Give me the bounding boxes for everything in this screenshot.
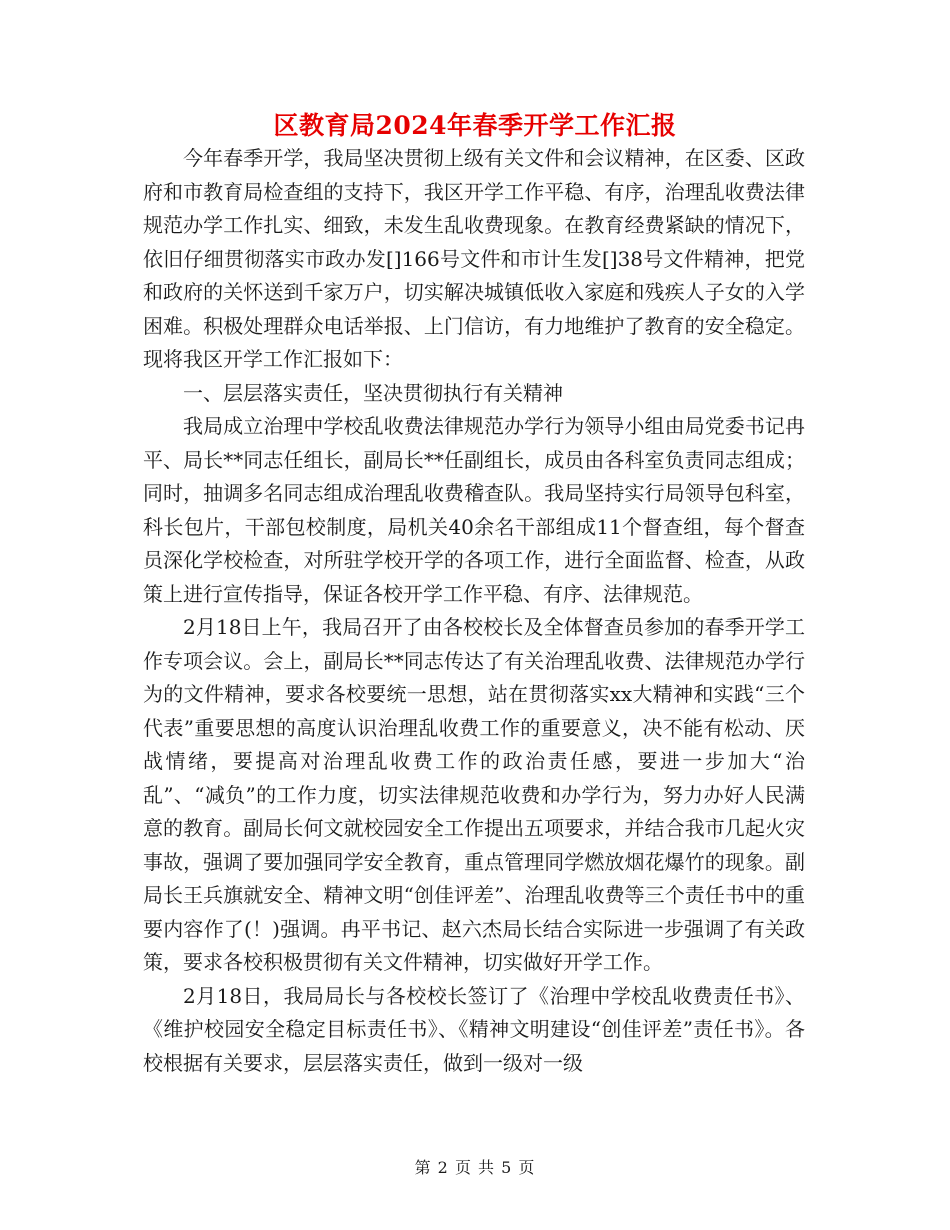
- page-number-footer: 第 2 页 共 5 页: [414, 1158, 536, 1177]
- paragraph-meeting: 2月18日上午，我局召开了由各校校长及全体督查员参加的春季开学工作专项会议。会上，副局长**同志传达了有关治理乱收费、法律规范办学行为的文件精神，要求各校要统一思想，站在贯彻落实xx大精神和实践“三个代表”重要思想的高度认识治理乱收费工作的重要意义，决不能有松动、厌战情绪，要提高对治理乱收费工作的政治责任感，要进一步加大“治乱”、“减负”的工作力度，切实法律规范收费和办学行为，努力办好人民满意的教育。副局长何文就校园安全工作提出五项要求，并结合我市几起火灾事故，强调了要加强同学安全教育，重点管理同学燃放烟花爆竹的现象。副局长王兵旗就安全、精神文明“创佳评差”、治理乱收费等三个责任书中的重要内容作了(！)强调。冉平书记、赵六杰局长结合实际进一步强调了有关政策，要求各校积极贯彻有关文件精神，切实做好开学工作。: [143, 615, 805, 974]
- paragraph-responsibility: 2月18日，我局局长与各校校长签订了《治理中学校乱收费责任书》、《维护校园安全稳定目标责任书》、《精神文明建设“创佳评差”责任书》。各校根据有关要求，层层落实责任，做到一级对一级: [143, 983, 805, 1075]
- section-heading-1: 一、层层落实责任，坚决贯彻执行有关精神: [183, 380, 563, 405]
- document-body: [143, 142, 805, 1080]
- document-title: 区教育局2024年春季开学工作汇报: [273, 111, 677, 140]
- paragraph-intro: 今年春季开学，我局坚决贯彻上级有关文件和会议精神，在区委、区政府和市教育局检查组的支持下，我区开学工作平稳、有序，治理乱收费法律规范办学工作扎实、细致，未发生乱收费现象。在教育经费紧缺的情况下，依旧仔细贯彻落实市政办发[]166号文件和市计生发[]38号文件精神，把党和政府的关怀送到千家万户，切实解决城镇低收入家庭和残疾人子女的入学困难。积极处理群众电话举报、上门信访，有力地维护了教育的安全稳定。现将我区开学工作汇报如下：: [143, 146, 805, 371]
- paragraph-leadership: 我局成立治理中学校乱收费法律规范办学行为领导小组由局党委书记冉平、局长**同志任组长，副局长**任副组长，成员由各科室负责同志组成；同时，抽调多名同志组成治理乱收费稽查队。我局坚持实行局领导包科室，科长包片，干部包校制度，局机关40余名干部组成11个督查组，每个督查员深化学校检查，对所驻学校开学的各项工作，进行全面监督、检查，从政策上进行宣传指导，保证各校开学工作平稳、有序、法律规范。: [143, 414, 805, 606]
